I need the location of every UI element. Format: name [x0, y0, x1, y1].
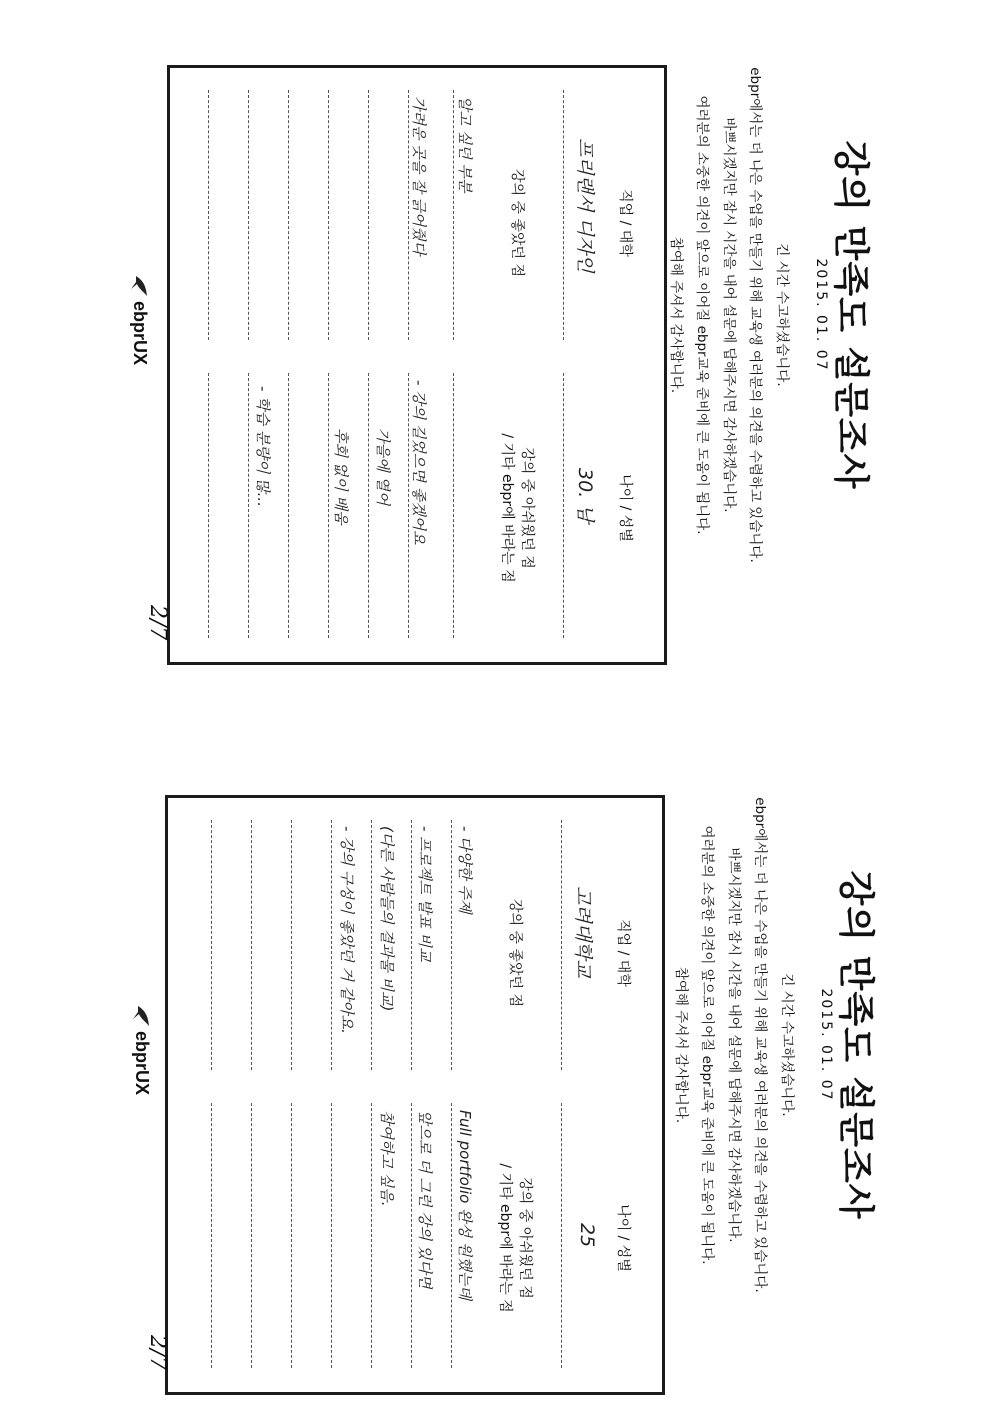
answer-line: [411, 1103, 412, 1368]
survey-date: 2015. 01. 07: [818, 988, 834, 1102]
answer-line: [251, 1103, 252, 1368]
survey-intro: [663, 5, 796, 625]
answer-line: [248, 90, 249, 340]
survey-title: 강의 만족도 설문조사: [835, 870, 876, 1220]
ebprux-logo: [129, 275, 150, 365]
job-label: 직업 / 대학: [615, 919, 631, 987]
survey-title: 강의 만족도 설문조사: [830, 140, 871, 490]
logo-bird-icon: [133, 1005, 151, 1027]
survey-intro: [668, 735, 801, 1355]
age-label: 나이 / 성별: [617, 474, 633, 542]
liked-answer: - 프로젝트 발표 비교: [416, 826, 434, 962]
answer-line: [408, 373, 409, 638]
intro-line: 여러분의 소중한 의견이 앞으로 이어질 ebpr교육 준비에 큰 도움이 됩니다.: [694, 95, 711, 535]
liked-answer: - 강의 구성이 좋았던 거 같아요.: [338, 826, 356, 1034]
answer-line: [563, 373, 564, 638]
liked-label: 강의 중 좋았던 점: [509, 168, 525, 278]
survey-date: 2015. 01. 07: [813, 258, 829, 372]
regret-answer: Full portfolio 완성 원했는데: [456, 1110, 474, 1300]
answer-line: [211, 820, 212, 1070]
answer-line: [288, 373, 289, 638]
regret-label-2: / 기타 ebpr에 바라는 점: [497, 1163, 513, 1313]
answer-line: [453, 373, 454, 638]
answer-line: [211, 1103, 212, 1368]
regret-answer: 후회 없이 배움: [332, 428, 350, 525]
job-answer: 고려대학교: [572, 886, 594, 978]
page-number: 2/7: [145, 1335, 170, 1371]
regret-answer: 가을에 열어: [374, 428, 392, 506]
job-label: 직업 / 대학: [617, 189, 633, 257]
survey-sheet-top: [125, 5, 885, 641]
intro-line: 참여해 주셔서 감사합니다.: [668, 236, 684, 394]
regret-answer: - 강의 길었으면 좋겠어요: [410, 380, 428, 545]
regret-label-1: 강의 중 아쉬웠던 점: [519, 447, 535, 569]
age-answer: 25: [576, 1223, 598, 1248]
answer-line: [288, 90, 289, 340]
survey-form: [167, 65, 667, 665]
liked-answer: (다른 사람들의 결과물 비교): [378, 826, 396, 1012]
survey-form: [165, 795, 665, 1395]
regret-answer: 참여하고 싶음.: [378, 1110, 396, 1207]
answer-line: [208, 90, 209, 340]
intro-line: ebpr에서는 더 나은 수업을 만들기 위해 교육생 여러분의 의견을 수렴하고 있습니다.: [752, 797, 769, 1293]
answer-line: [561, 820, 562, 1070]
intro-line: 바쁘시겠지만 잠시 시간을 내어 설문에 답해주시면 감사하겠습니다.: [726, 847, 742, 1243]
survey-sheet-bottom: [130, 735, 890, 1371]
answer-line: [453, 90, 454, 340]
intro-line: 여러분의 소중한 의견이 앞으로 이어질 ebpr교육 준비에 큰 도움이 됩니다.: [699, 825, 716, 1265]
ebprux-logo: [131, 1005, 152, 1095]
liked-answer: - 다양한 주제: [456, 826, 474, 914]
liked-answer: 가려운 곳을 잘 긁어줬다: [410, 96, 428, 256]
liked-answer: 알고 싶던 부분: [456, 96, 474, 193]
answer-line: [451, 820, 452, 1070]
age-label: 나이 / 성별: [615, 1204, 631, 1272]
answer-line: [291, 1103, 292, 1368]
regret-label-1: 강의 중 아쉬웠던 점: [517, 1177, 533, 1299]
answer-line: [248, 373, 249, 638]
answer-line: [411, 820, 412, 1070]
answer-line: [208, 373, 209, 638]
page-number: 2/7: [145, 605, 170, 641]
liked-label: 강의 중 좋았던 점: [507, 898, 523, 1008]
intro-line: 긴 시간 수고하셨습니다.: [779, 973, 795, 1117]
intro-line: 참여해 주셔서 감사합니다.: [673, 966, 689, 1124]
answer-line: [371, 820, 372, 1070]
logo-bird-icon: [131, 275, 149, 297]
answer-line: [561, 1103, 562, 1368]
answer-line: [371, 1103, 372, 1368]
logo-text: ebprUX: [132, 1031, 152, 1096]
answer-line: [291, 820, 292, 1070]
intro-line: 바쁘시겠지만 잠시 시간을 내어 설문에 답해주시면 감사하겠습니다.: [721, 117, 737, 513]
intro-line: 긴 시간 수고하셨습니다.: [774, 243, 790, 387]
age-answer: 30. 남: [574, 468, 596, 523]
regret-answer: 앞으로 더 그런 강의 있다면: [416, 1110, 434, 1289]
answer-line: [331, 820, 332, 1070]
answer-line: [328, 90, 329, 340]
logo-text: ebprUX: [130, 301, 150, 366]
job-answer: 프리랜서 디자인: [574, 138, 596, 273]
answer-line: [328, 373, 329, 638]
answer-line: [368, 90, 369, 340]
answer-line: [563, 90, 564, 340]
answer-line: [368, 373, 369, 638]
answer-line: [331, 1103, 332, 1368]
intro-line: ebpr에서는 더 나은 수업을 만들기 위해 교육생 여러분의 의견을 수렴하고 있습니다.: [747, 67, 764, 563]
regret-answer: - 학습 분량이 많...: [254, 386, 272, 507]
regret-label-2: / 기타 ebpr에 바라는 점: [499, 433, 515, 583]
answer-line: [408, 90, 409, 340]
answer-line: [251, 820, 252, 1070]
answer-line: [451, 1103, 452, 1368]
